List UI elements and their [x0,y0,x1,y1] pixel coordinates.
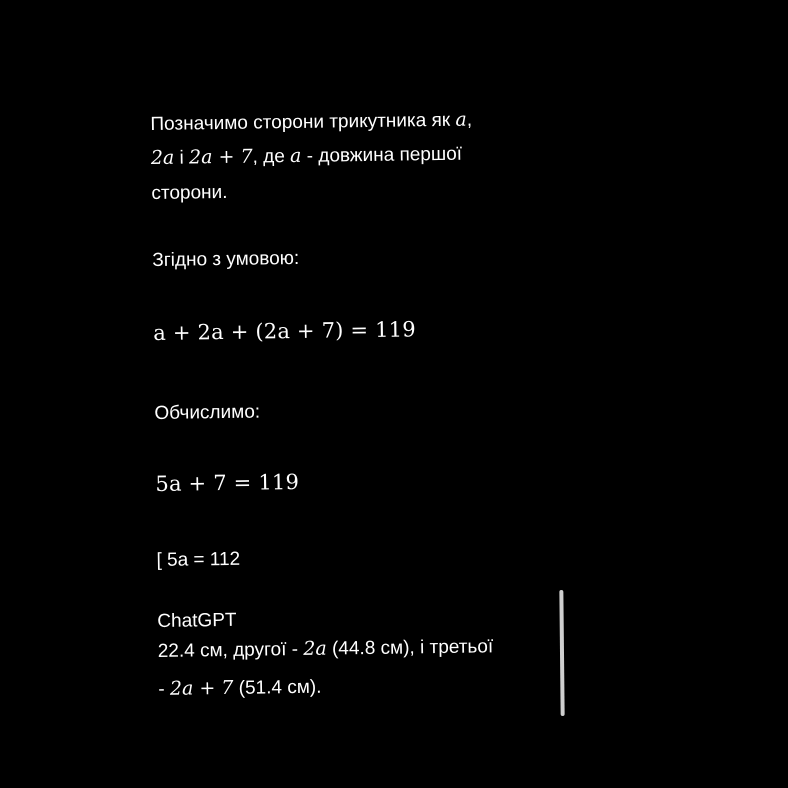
chat-message [150,89,569,725]
compute-label: Обчислимо: [154,401,261,424]
math-variable: a [289,144,302,168]
text-span: - довжина першої [301,143,463,167]
math-expression: 2a [303,637,327,660]
math-expression: 2a [150,146,175,169]
text-span: Позначимо сторони трикутника як [150,109,456,135]
paragraph-line-1 [150,109,472,136]
math-expression: 2a + 7 [188,145,253,169]
equation-2: 5a + 7 = 119 [155,469,300,496]
text-span: і [174,147,190,169]
answer-line-2 [158,676,321,701]
text-span: , [466,109,473,131]
condition-label: Згідно з умовою: [152,247,300,271]
paragraph-line-3: сторони. [151,181,228,204]
equation-3: [ 5a = 112 [156,548,241,571]
text-span: 22.4 см, другої - [157,638,304,662]
text-span: (51.4 см). [233,676,322,699]
text-span: - [158,678,171,700]
math-variable: a [455,108,467,131]
math-expression: 2a + 7 [169,676,234,700]
text-span: (44.8 см), і третьої [326,636,494,660]
paragraph-line-2 [151,143,462,170]
answer-line-1 [158,635,494,663]
text-span: , де [252,146,291,168]
equation-1: a + 2a + (2a + 7) = 119 [153,317,416,345]
chatgpt-label: ChatGPT [157,609,237,632]
